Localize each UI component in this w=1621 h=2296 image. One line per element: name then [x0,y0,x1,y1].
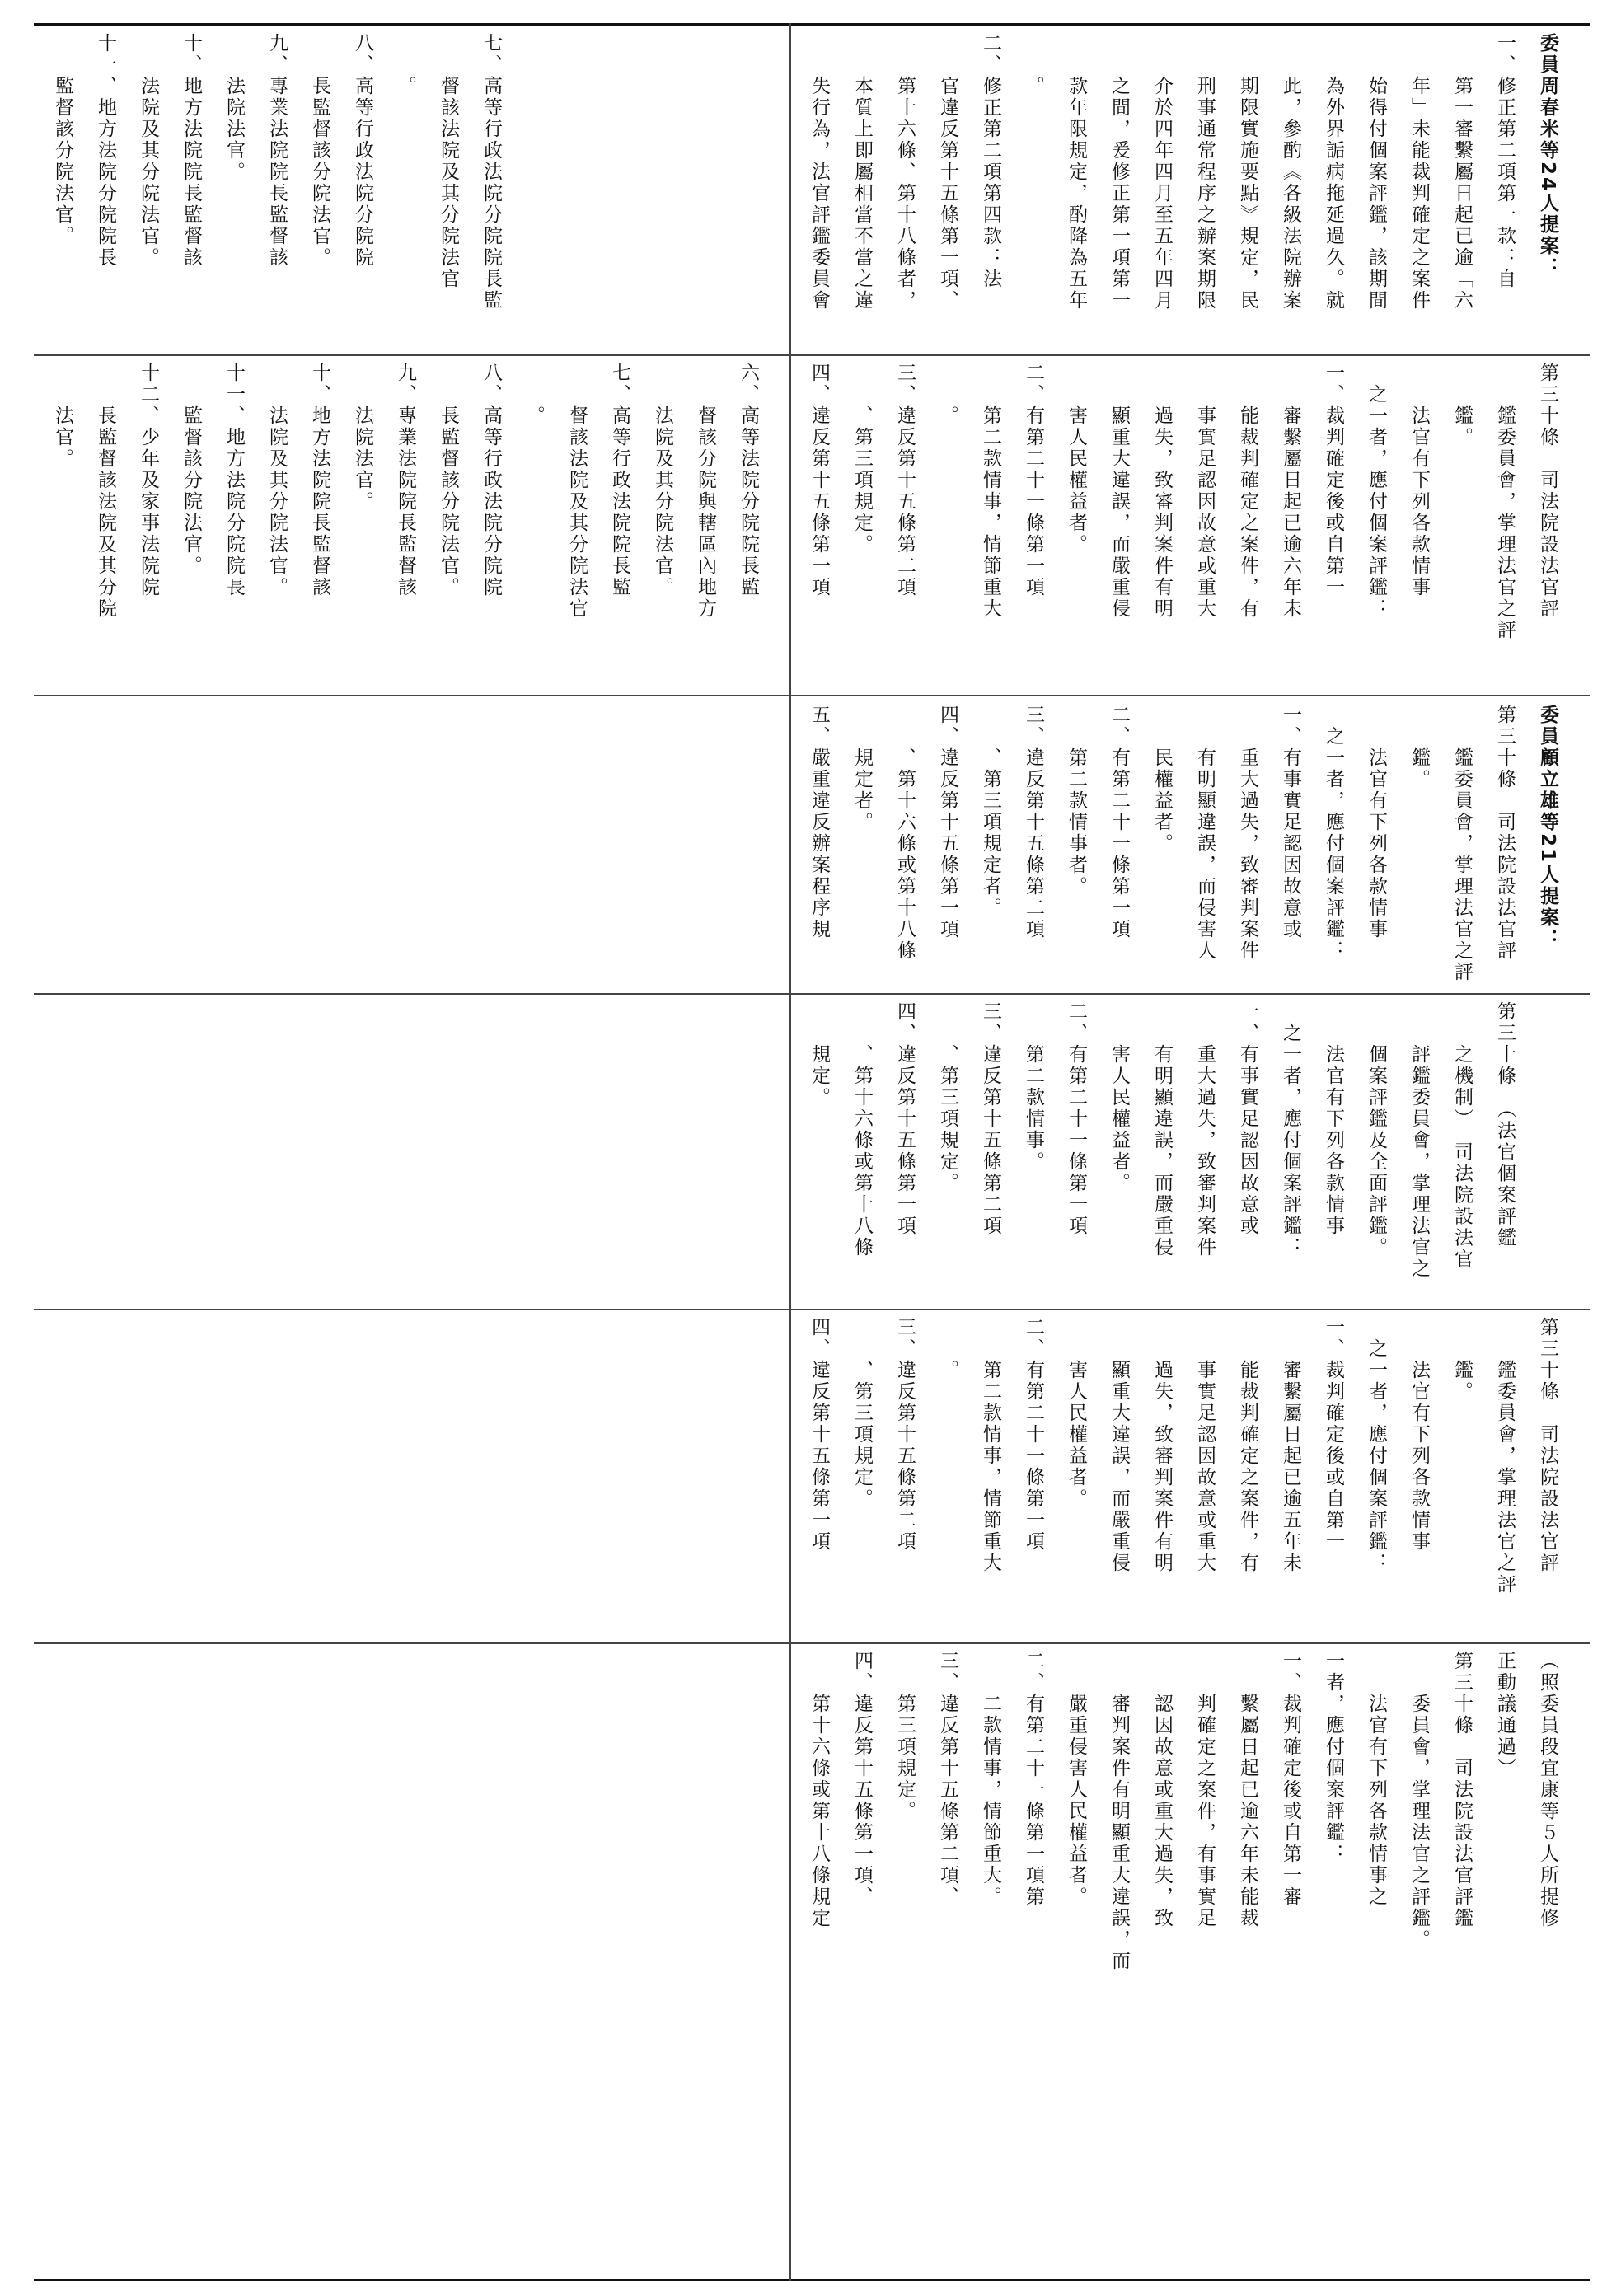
text-line: 。 [937,1317,958,1381]
text-line: 十一、地方法院分院院長 [223,363,245,598]
text-line: 三、違反第十五條第二項 [894,1317,916,1553]
text-line: 之間，爰修正第一項第一 [1108,33,1130,312]
text-line: 、第三項規定。 [937,1001,958,1194]
text-line: 鑑委員會，掌理法官之評 [1494,1317,1516,1595]
text-line: 第二款情事，情節重大 [980,1317,1001,1574]
text-line: 判確定之案件，有事實足 [1194,1651,1216,1929]
text-line: 九、專業法院院長監督該 [395,363,416,598]
text-line: 害人民權益者。 [1066,1317,1087,1510]
text-line: 有明顯違誤，而嚴重侵 [1151,1001,1173,1258]
text-line: 督該法院及其分院法官 [438,33,459,290]
text-line: 官違反第十五條第一項、 [937,33,958,312]
row3-right-text [798,705,1569,989]
row-divider [34,354,1590,356]
row-divider [34,1309,1590,1310]
text-line: （照委員段宜康等５人所提修 [1537,1651,1558,1929]
text-line: 、第十六條或第十八條 [894,705,916,962]
text-line: 顯重大違誤，而嚴重侵 [1108,1317,1130,1574]
text-line: 第二款情事者。 [1066,705,1087,897]
proposal-heading: 委員周春米等24人提案： [1537,33,1558,279]
text-line: 。 [937,363,958,427]
text-line: 法官有下列各款情事之 [1366,1651,1387,1908]
text-line: 第三十條 司法院設法官評 [1494,705,1516,962]
text-line: 法院及其分院法官。 [266,363,288,598]
text-line: 刑事通常程序之辦案期限 [1194,33,1216,312]
text-line: 第三十條 司法院設法官評 [1537,1317,1558,1574]
proposal-heading: 委員顧立雄等21人提案： [1537,705,1558,951]
text-line: 顯重大違誤，而嚴重侵 [1108,363,1130,620]
text-line: 十、地方法院院長監督該 [309,363,330,598]
row5-right-text [798,1317,1569,1638]
text-line: 三、違反第十五條第二項 [894,363,916,598]
text-line: 鑑。 [1408,705,1430,790]
text-line: 害人民權益者。 [1066,363,1087,555]
text-line: 。 [395,33,416,97]
text-line: 法院法官。 [223,33,245,183]
row3-right-cell [798,705,1581,989]
text-line: 鑑委員會，掌理法官之評 [1494,363,1516,641]
text-line: 鑑。 [1451,363,1473,448]
text-line: 六、高等法院分院院長監 [738,363,759,598]
row-divider [34,695,1590,696]
text-line: 法院法官。 [352,363,373,513]
row6-right-text [798,1651,1569,2277]
row-divider [34,1642,1590,1644]
text-line: 法官。 [52,363,73,470]
text-line: 一、裁判確定後或自第一 [1323,363,1344,598]
text-line: 一、修正第二項第一款：自 [1494,33,1516,290]
row-divider [34,993,1590,995]
text-line: 第三十條 司法院設法官評鑑 [1451,1651,1473,1929]
text-line: 過失，致審判案件有明 [1151,1317,1173,1574]
text-line: 四、違反第十五條第一項 [808,363,830,598]
text-line: 督該法院及其分院法官 [566,363,588,620]
text-line: 始得付個案評鑑，該期間 [1366,33,1387,312]
text-line: 十、地方法院院長監督該 [180,33,202,269]
row5-right-cell [798,1317,1581,1638]
text-line: 監督該分院法官。 [180,363,202,577]
text-line: 二、有第二十一條第一項 [1066,1001,1087,1237]
row4-right-cell [798,1001,1581,1305]
text-line: 一者，應付個案評鑑： [1323,1651,1344,1865]
text-line: 嚴重侵害人民權益者。 [1066,1651,1087,1908]
text-line: 過失，致審判案件有明 [1151,363,1173,620]
text-line: 二、有第二十一條第一項 [1108,705,1130,940]
text-line: 委員會，掌理法官之評鑑。 [1408,1651,1430,1951]
text-line: 款年限規定，酌降為五年 [1066,33,1087,312]
text-line: 第一審繫屬日起已逾「六 [1451,33,1473,312]
text-line: 評鑑委員會，掌理法官之 [1408,1001,1430,1280]
text-line: 重大過失，致審判案件 [1194,1001,1216,1258]
text-line: 第十六條或第十八條規定 [808,1651,830,1929]
text-line: 審繫屬日起已逾六年未 [1280,363,1301,620]
row2-right-cell [798,363,1581,691]
text-line: 監督該分院法官。 [52,33,73,247]
text-line: 三、違反第十五條第二項 [980,1001,1001,1237]
text-line: 個案評鑑及全面評鑑。 [1366,1001,1387,1258]
text-line: 二、有第二十一條第一項 [1023,1317,1044,1553]
text-line: 七、高等行政法院院長監 [609,363,630,598]
text-line: 一、有事實足認因故意或 [1280,705,1301,940]
text-line: 介於四年四月至五年四月 [1151,33,1173,312]
text-line: 之一者，應付個案評鑑： [1280,1001,1301,1258]
text-line: 。 [523,363,545,427]
text-line: 八、高等行政法院分院院 [480,363,502,598]
text-line: 能裁判確定之案件，有 [1237,1317,1258,1574]
text-line: 法官有下列各款情事 [1366,705,1387,940]
text-line: 審繫屬日起已逾五年未 [1280,1317,1301,1574]
text-line: 四、違反第十五條第一項 [894,1001,916,1237]
text-line: 一、裁判確定後或自第一審 [1280,1651,1301,1908]
text-line: 此，參酌《各級法院辦案 [1280,33,1301,312]
text-line: 年」未能裁判確定之案件 [1408,33,1430,312]
text-line: 、第三項規定。 [851,1317,873,1510]
row1-right-text [798,33,1569,350]
text-line: 長監督該分院法官。 [438,363,459,598]
text-line: 二款情事，情節重大。 [980,1651,1001,1908]
row1-right-cell [798,33,1581,350]
text-line: 重大過失，致審判案件 [1237,705,1258,962]
text-line: 法院及其分院法官。 [652,363,673,598]
text-line: 第二款情事。 [1023,1001,1044,1173]
row4-right-text [798,1001,1526,1305]
row1-left-text [41,33,513,350]
text-line: 八、高等行政法院分院院 [352,33,373,269]
text-line: 第三項規定。 [894,1651,916,1822]
text-line: 第三十條 （法官個案評鑑 [1494,1001,1516,1249]
text-line: 二、修正第二項第四款：法 [980,33,1001,290]
text-line: 法官有下列各款情事 [1408,363,1430,598]
text-line: 第三十條 司法院設法官評 [1537,363,1558,620]
text-line: 有明顯違誤，而侵害人 [1194,705,1216,962]
left-top-cell [41,33,783,350]
text-line: 第二款情事，情節重大 [980,363,1001,620]
row2-right-text [798,363,1569,691]
text-line: 能裁判確定之案件，有 [1237,363,1258,620]
text-line: 十一、地方法院分院院長 [95,33,116,269]
text-line: 一、裁判確定後或自第一 [1323,1317,1344,1553]
text-line: 十二、少年及家事法院院 [138,363,159,598]
text-line: 五、嚴重違反辦案程序規 [808,705,830,940]
text-line: 事實足認因故意或重大 [1194,363,1216,620]
text-line: 審判案件有明顯重大違誤，而 [1108,1651,1130,1972]
text-line: 本質上即屬相當不當之違 [851,33,873,312]
left-row2-cell [41,363,783,691]
text-line: 規定。 [808,1001,830,1108]
text-line: 正動議通過） [1494,1651,1516,1779]
text-line: 法官有下列各款情事 [1408,1317,1430,1553]
text-line: 長監督該分院法官。 [309,33,330,269]
text-line: 三、違反第十五條第二項 [1023,705,1044,940]
text-line: 一、有事實足認因故意或 [1237,1001,1258,1237]
text-line: 七、高等行政法院分院院長監 [480,33,502,312]
text-line: 、第三項規定。 [851,363,873,555]
text-line: 二、有第二十一條第一項第 [1023,1651,1044,1908]
text-line: 第十六條、第十八條者， [894,33,916,312]
text-line: 四、違反第十五條第一項、 [851,1651,873,1908]
text-line: 之一者，應付個案評鑑： [1366,1317,1387,1574]
text-line: 九、專業法院院長監督該 [266,33,288,269]
text-line: 二、有第二十一條第一項 [1023,363,1044,598]
text-line: 民權益者。 [1151,705,1173,855]
text-line: 事實足認因故意或重大 [1194,1317,1216,1574]
text-line: 之一者，應付個案評鑑： [1366,363,1387,620]
text-line: 三、違反第十五條第二項、 [937,1651,958,1908]
row2-top-text [41,363,770,691]
text-line: 認因故意或重大過失，致 [1151,1651,1173,1929]
text-line: 、第三項規定者。 [980,705,1001,919]
text-line: 期限實施要點》規定，民 [1237,33,1258,312]
text-line: 。 [1023,33,1044,97]
text-line: 法官有下列各款情事 [1323,1001,1344,1237]
text-line: 失行為，法官評鑑委員會 [808,33,830,312]
text-line: 規定者。 [851,705,873,833]
text-line: 鑑委員會，掌理法官之評 [1451,705,1473,983]
text-line: 鑑。 [1451,1317,1473,1403]
text-line: 害人民權益者。 [1108,1001,1130,1194]
text-line: 之一者，應付個案評鑑： [1323,705,1344,962]
text-line: 繫屬日起已逾六年未能裁 [1237,1651,1258,1929]
text-line: 之機制） 司法院設法官 [1451,1001,1473,1271]
text-line: 長監督該法院及其分院 [95,363,116,620]
text-line: 四、違反第十五條第一項 [808,1317,830,1553]
text-line: 督該分院與轄區內地方 [695,363,716,620]
column-divider [789,23,791,2281]
row6-right-cell [798,1651,1581,2277]
text-line: 、第十六條或第十八條 [851,1001,873,1258]
text-line: 為外界詬病拖延過久。就 [1323,33,1344,312]
text-line: 法院及其分院法官。 [138,33,159,269]
text-line: 四、違反第十五條第一項 [937,705,958,940]
